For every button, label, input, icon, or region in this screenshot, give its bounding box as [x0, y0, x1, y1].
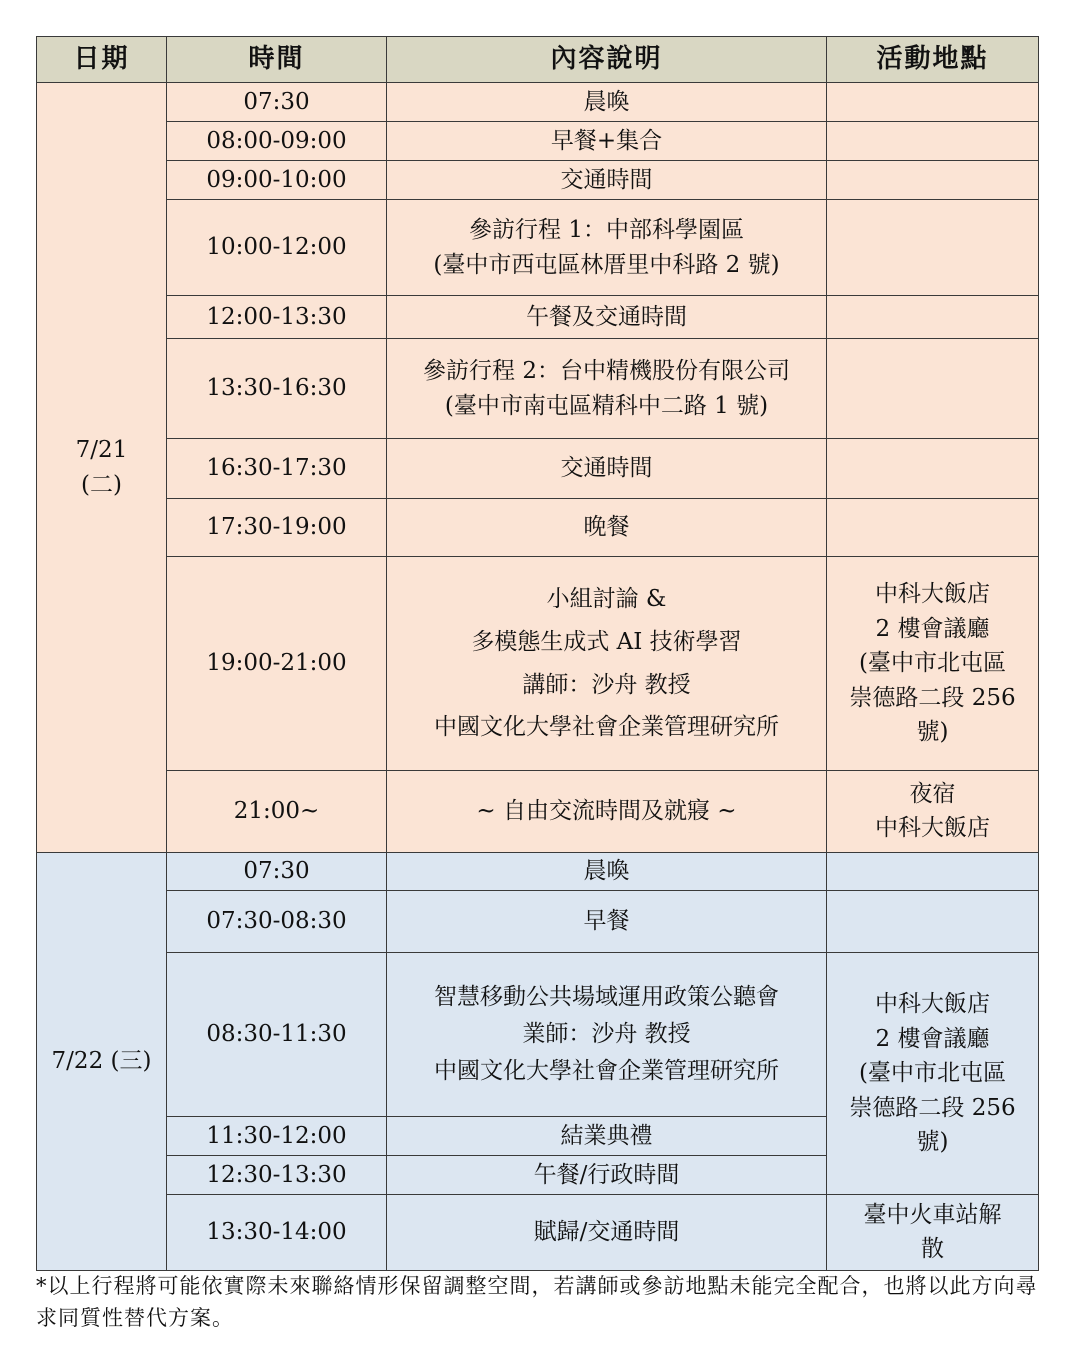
location-cell [827, 953, 1039, 1195]
location-line: 2 樓會議廳 [875, 615, 990, 642]
location-cell [827, 200, 1039, 296]
time-cell: 11:30-12:00 [167, 1117, 387, 1156]
table-row [37, 557, 1039, 771]
location-cell [827, 83, 1039, 122]
location-line: 中科大飯店 [875, 814, 990, 841]
time-cell: 13:30-14:00 [167, 1195, 387, 1271]
content-cell: 午餐/行政時間 [387, 1156, 827, 1195]
time-cell: 17:30-19:00 [167, 499, 387, 557]
content-cell: 早餐+集合 [387, 122, 827, 161]
location-line: (臺中市北屯區 [859, 1060, 1006, 1087]
location-line: 號) [916, 719, 949, 746]
header-content: 內容說明 [387, 37, 827, 83]
time-cell: 21:00~ [167, 771, 387, 853]
location-line: 崇德路二段 256 [849, 1094, 1016, 1121]
location-line: 臺中火車站解 [863, 1202, 1002, 1229]
location-cell [827, 1195, 1039, 1271]
header-row [37, 37, 1039, 83]
table-row [37, 122, 1039, 161]
content-line: 業師：沙舟 教授 [522, 1021, 691, 1048]
time-cell: 12:30-13:30 [167, 1156, 387, 1195]
date-cell-day1 [37, 83, 167, 853]
content-cell [387, 953, 827, 1117]
date-day1-line2: (二) [81, 471, 122, 498]
time-cell: 19:00-21:00 [167, 557, 387, 771]
content-line: 中國文化大學社會企業管理研究所 [434, 1057, 779, 1084]
location-cell [827, 853, 1039, 891]
time-cell: 07:30 [167, 83, 387, 122]
footnote: *以上行程將可能依實際未來聯絡情形保留調整空間，若講師或參訪地點未能完全配合，也將以此方向尋求同質性替代方案。 [36, 1274, 1038, 1330]
time-cell: 13:30-16:30 [167, 339, 387, 439]
location-line: 2 樓會議廳 [875, 1025, 990, 1052]
table-row [37, 339, 1039, 439]
header-time: 時間 [167, 37, 387, 83]
location-cell [827, 499, 1039, 557]
table-row [37, 499, 1039, 557]
location-line: 散 [921, 1235, 944, 1262]
location-line: 中科大飯店 [875, 581, 990, 608]
table-row [37, 853, 1039, 891]
content-line: (臺中市西屯區林厝里中科路 2 號) [433, 251, 780, 278]
location-cell [827, 439, 1039, 499]
content-line: 參訪行程 2：台中精機股份有限公司 [423, 358, 790, 384]
content-cell: 交通時間 [387, 161, 827, 200]
location-line: 號) [916, 1129, 949, 1156]
location-cell [827, 771, 1039, 853]
time-cell: 12:00-13:30 [167, 296, 387, 339]
content-cell [387, 200, 827, 296]
location-cell [827, 557, 1039, 771]
content-line: 智慧移動公共場域運用政策公聽會 [434, 984, 779, 1011]
location-cell [827, 161, 1039, 200]
location-cell [827, 122, 1039, 161]
table-row [37, 1195, 1039, 1271]
header-date: 日期 [37, 37, 167, 83]
content-cell [387, 557, 827, 771]
content-line: 中國文化大學社會企業管理研究所 [434, 714, 779, 741]
time-cell: 16:30-17:30 [167, 439, 387, 499]
header-location: 活動地點 [827, 37, 1039, 83]
table-row [37, 296, 1039, 339]
location-line: 崇德路二段 256 [849, 684, 1016, 711]
content-cell: 結業典禮 [387, 1117, 827, 1156]
content-line: 小組討論 & [546, 586, 667, 613]
time-cell: 07:30-08:30 [167, 891, 387, 953]
time-cell: 09:00-10:00 [167, 161, 387, 200]
content-line: (臺中市南屯區精科中二路 1 號) [444, 392, 769, 419]
location-cell [827, 891, 1039, 953]
content-cell: ~ 自由交流時間及就寢 ~ [387, 771, 827, 853]
table-row [37, 161, 1039, 200]
content-cell: 早餐 [387, 891, 827, 953]
content-cell: 交通時間 [387, 439, 827, 499]
content-cell: 晨喚 [387, 83, 827, 122]
time-cell: 08:30-11:30 [167, 953, 387, 1117]
table-row [37, 200, 1039, 296]
location-line: (臺中市北屯區 [859, 650, 1006, 677]
content-line: 講師：沙舟 教授 [522, 671, 691, 698]
date-day1-line1: 7/21 [75, 437, 128, 463]
content-cell: 賦歸/交通時間 [387, 1195, 827, 1271]
location-cell [827, 339, 1039, 439]
content-cell: 晚餐 [387, 499, 827, 557]
table-row [37, 771, 1039, 853]
location-line: 中科大飯店 [875, 991, 990, 1018]
content-cell: 晨喚 [387, 853, 827, 891]
location-line: 夜宿 [909, 781, 956, 808]
schedule-table [36, 36, 1039, 1271]
time-cell: 10:00-12:00 [167, 200, 387, 296]
location-cell [827, 296, 1039, 339]
table-row [37, 891, 1039, 953]
time-cell: 07:30 [167, 853, 387, 891]
table-row [37, 439, 1039, 499]
content-cell [387, 339, 827, 439]
date-cell-day2: 7/22 (三) [37, 853, 167, 1271]
table-row [37, 953, 1039, 1117]
time-cell: 08:00-09:00 [167, 122, 387, 161]
content-cell: 午餐及交通時間 [387, 296, 827, 339]
content-line: 參訪行程 1：中部科學園區 [469, 217, 744, 243]
table-row [37, 83, 1039, 122]
content-line: 多模態生成式 AI 技術學習 [471, 628, 742, 655]
